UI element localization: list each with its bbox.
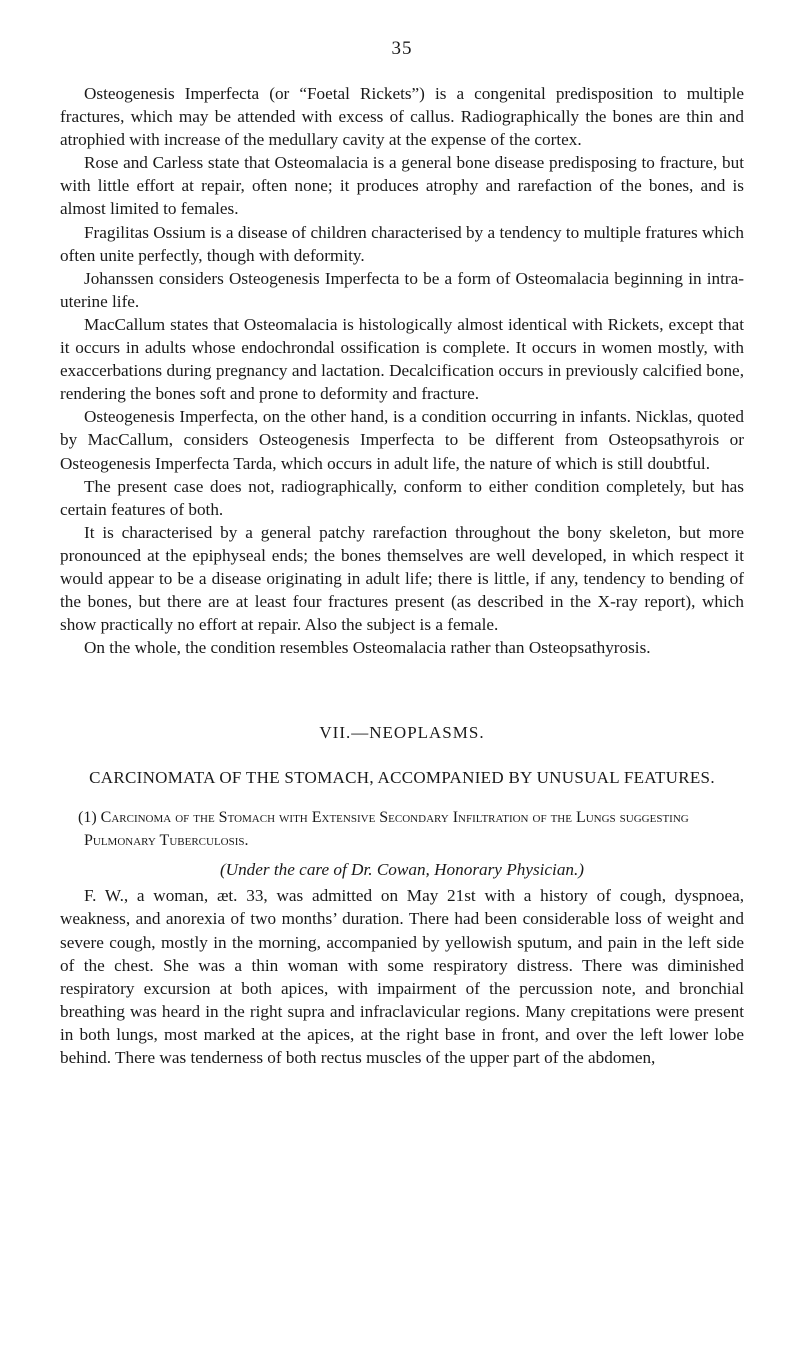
care-note: (Under the care of Dr. Cowan, Honorary Physician.) — [219, 860, 585, 880]
paragraph-fragilitas: Fragilitas Ossium is a disease of children characterised by a tendency to multiple fratures which often unite perfectly, though with deformity. — [60, 222, 744, 265]
article-title: CARCINOMATA OF THE STOMACH, ACCOMPANIED BY UNUSUAL FEATURES. — [89, 768, 715, 788]
paragraph-characterised: It is characterised by a general patchy rarefaction throughout the bony skeleton, but more pronounced at the epiphyseal ends; the bones themselves are well developed, in which respect it would appear to be a disease originating in adult life; there is little, if any, tendency to bending of the bones, but there are at least four fractures present (as described in the X-ray report), which show practically no effort at repair. Also the subject is a female. — [60, 522, 744, 635]
case-paragraph: F. W., a woman, æt. 33, was admitted on May 21st with a history of cough, dyspnoea, weakness, and anorexia of two months’ duration. There had been considerable loss of weight and severe cough, mostly in the morning, accompanied by yellowish sputum, and pain in the left side of the chest. She was a thin woman with some respiratory distress. There was diminished respiratory excursion at both apices, with impairment of the percussion note, and bronchial breathing was heard in the right supra and infraclavicular regions. Many crepitations were present in both lungs, most marked at the apices, at the right base in front, and over the left lower lobe behind. There was tenderness of both rectus muscles of the upper part of the abdomen, — [60, 886, 744, 1067]
paragraph-infants: Osteogenesis Imperfecta, on the other hand, is a condition occurring in infants. Nicklas, quoted by MacCallum, considers Osteogenesis Imperfecta to be different from Osteopsathyrois or Osteogenesis Imperfecta Tarda, which occurs in adult life, the nature of which is still doubtful. — [60, 407, 744, 473]
paragraph-osteogenesis: Osteogenesis Imperfecta (or “Foetal Rickets”) is a congenital predisposition to multiple fractures, which may be attended with excess of callus. Radiographically the bones are thin and atrophied with increase of the medullary cavity at the expense of the cortex. — [60, 84, 744, 150]
paragraph-johanssen: Johanssen considers Osteogenesis Imperfecta to be a form of Osteomalacia beginning in intra-uterine life. — [60, 268, 744, 311]
paragraph-rose-carless: Rose and Carless state that Osteomalacia is a general bone disease predisposing to fracture, but with little effort at repair, often none; it produces atrophy and rarefaction of the bones, and is almost limited to females. — [60, 153, 744, 219]
subsection-heading: (1) Carcinoma of the Stomach with Extensive Secondary Infiltration of the Lungs suggesting Pulmonary Tuberculosis. — [78, 809, 689, 850]
paragraph-conclusion: On the whole, the condition resembles Osteomalacia rather than Osteopsathyrosis. — [84, 638, 651, 658]
section-heading: VII.—NEOPLASMS. — [319, 723, 485, 743]
page-number: 35 — [391, 38, 413, 59]
paragraph-maccallum: MacCallum states that Osteomalacia is histologically almost identical with Rickets, except that it occurs in adults whose endochrondal ossification is complete. It occurs in women mostly, with exaccerbations during pregnancy and lactation. Decalcification occurs in previously calcified bone, rendering the bones soft and prone to deformity and fracture. — [60, 314, 744, 404]
paragraph-present-case: The present case does not, radiographically, conform to either condition completely, but has certain features of both. — [60, 476, 744, 519]
